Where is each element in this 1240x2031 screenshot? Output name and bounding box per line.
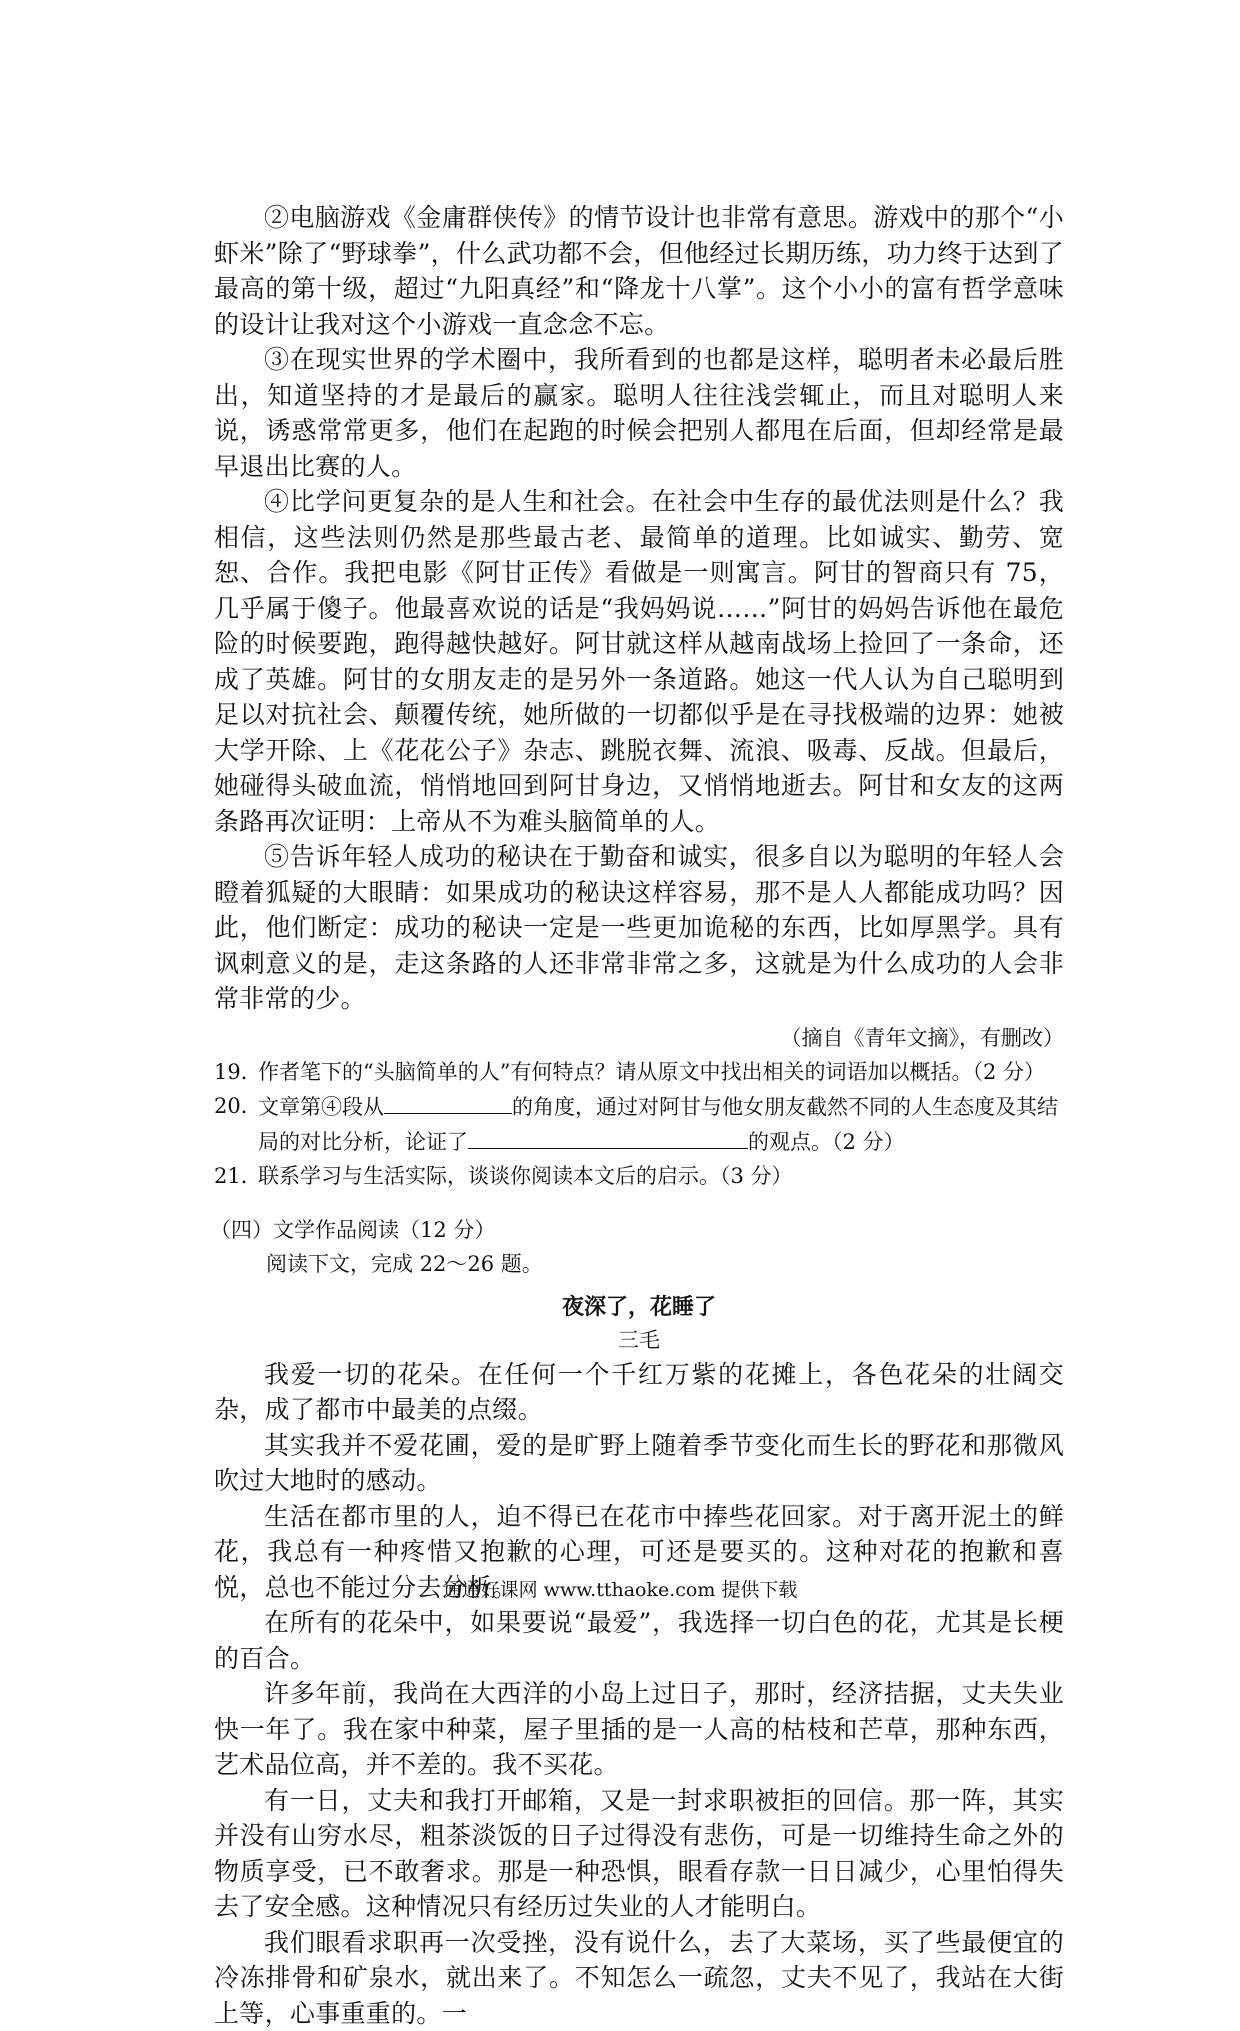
question-19 — [214, 1055, 1064, 1089]
question-number: 20． — [214, 1089, 262, 1123]
question-text-part1: 文章第④段从 — [258, 1095, 384, 1119]
article-paragraph: 生活在都市里的人，迫不得已在花市中捧些花回家。对于离开泥土的鲜花，我总有一种疼惜又抱歉的心理，可还是要买的。这种对花的抱歉和喜悦，总也不能过分去分析。 — [214, 1499, 1064, 1606]
article-paragraph: 我们眼看求职再一次受挫，没有说什么，去了大菜场，买了些最便宜的冷冻排骨和矿泉水，就出来了。不知怎么一疏忽，丈夫不见了，我站在大街上等，心事重重的。一 — [214, 1925, 1064, 2031]
paragraph-3: ③在现实世界的学术圈中，我所看到的也都是这样，聪明者未必最后胜出，知道坚持的才是最后的赢家。聪明人往往浅尝辄止，而且对聪明人来说，诱惑常常更多，他们在起跑的时候会把别人都甩在后面，但却经常是最早退出比赛的人。 — [214, 342, 1064, 484]
article-paragraph: 其实我并不爱花圃，爱的是旷野上随着季节变化而生长的野花和那微风吹过大地时的感动。 — [214, 1428, 1064, 1499]
question-20 — [214, 1089, 1064, 1159]
passage-one — [214, 200, 1064, 1055]
article-paragraph: 许多年前，我尚在大西洋的小岛上过日子，那时，经济拮据，丈夫失业快一年了。我在家中种菜，屋子里插的是一人高的枯枝和芒草，那种东西，艺术品位高，并不差的。我不买花。 — [214, 1676, 1064, 1783]
article-paragraph: 在所有的花朵中，如果要说“最爱”，我选择一切白色的花，尤其是长梗的百合。 — [214, 1605, 1064, 1676]
section-four — [214, 1213, 1064, 2031]
paragraph-5: ⑤告诉年轻人成功的秘诀在于勤奋和诚实，很多自以为聪明的年轻人会瞪着狐疑的大眼睛：如果成功的秘诀这样容易，那不是人人都能成功吗？因此，他们断定：成功的秘诀一定是一些更加诡秘的东西，比如厚黑学。具有讽刺意义的是，走这条路的人还非常非常之多，这就是为什么成功的人会非常非常的少。 — [214, 839, 1064, 1017]
article-title: 夜深了，花睡了 — [214, 1289, 1064, 1325]
question-text: 作者笔下的“头脑简单的人”有何特点？请从原文中找出相关的词语加以概括。（2 分） — [258, 1060, 1045, 1084]
page-footer: 通通好课网 www.tthaoke.com 提供下载 — [0, 1575, 1240, 1602]
question-text-part2: 的角度，通过对阿甘与他女朋友截然不同的人生态度及其结局的对比分析，论证了 — [258, 1095, 1058, 1154]
section-instruction: 阅读下文，完成 22～26 题。 — [214, 1247, 1064, 1281]
article-paragraph: 我爱一切的花朵。在任何一个千红万紫的花摊上，各色花朵的壮阔交杂，成了都市中最美的点缀。 — [214, 1357, 1064, 1428]
article-author: 三毛 — [214, 1325, 1064, 1355]
question-21 — [214, 1159, 1064, 1193]
question-number: 21． — [214, 1159, 262, 1193]
source-citation: （摘自《青年文摘》，有删改） — [214, 1021, 1064, 1055]
question-text: 联系学习与生活实际，谈谈你阅读本文后的启示。（3 分） — [258, 1164, 793, 1188]
paragraph-2: ②电脑游戏《金庸群侠传》的情节设计也非常有意思。游戏中的那个“小虾米”除了“野球拳”，什么武功都不会，但他经过长期历练，功力终于达到了最高的第十级，超过“九阳真经”和“降龙十八掌”。这个小小的富有哲学意味的设计让我对这个小游戏一直念念不忘。 — [214, 200, 1064, 342]
answer-blank-2[interactable] — [468, 1124, 748, 1149]
paragraph-4: ④比学问更复杂的是人生和社会。在社会中生存的最优法则是什么？我相信，这些法则仍然是那些最古老、最简单的道理。比如诚实、勤劳、宽恕、合作。我把电影《阿甘正传》看做是一则寓言。阿甘的智商只有 75，几乎属于傻子。他最喜欢说的话是“我妈妈说……”阿甘的妈妈告诉他在最危险的时候要跑，跑得越快越好。阿甘就这样从越南战场上捡回了一条命，还成了英雄。阿甘的女朋友走的是另外一条道路。她这一代人认为自己聪明到足以对抗社会、颠覆传统，她所做的一切都似乎是在寻找极端的边界：她被大学开除、上《花花公子》杂志、跳脱衣舞、流浪、吸毒、反战。但最后，她碰得头破血流，悄悄地回到阿甘身边，又悄悄地逝去。阿甘和女友的这两条路再次证明：上帝从不为难头脑简单的人。 — [214, 484, 1064, 839]
question-text-part3: 的观点。（2 分） — [748, 1130, 905, 1154]
question-number: 19． — [214, 1055, 262, 1089]
questions — [214, 1055, 1064, 1193]
answer-blank-1[interactable] — [384, 1089, 512, 1114]
exam-page — [214, 200, 1064, 2031]
article-paragraph: 有一日，丈夫和我打开邮箱，又是一封求职被拒的回信。那一阵，其实并没有山穷水尽，粗茶淡饭的日子过得没有悲伤，可是一切维持生命之外的物质享受，已不敢奢求。那是一种恐惧，眼看存款一日日减少，心里怕得失去了安全感。这种情况只有经历过失业的人才能明白。 — [214, 1783, 1064, 1925]
section-heading: （四）文学作品阅读（12 分） — [210, 1213, 1064, 1247]
